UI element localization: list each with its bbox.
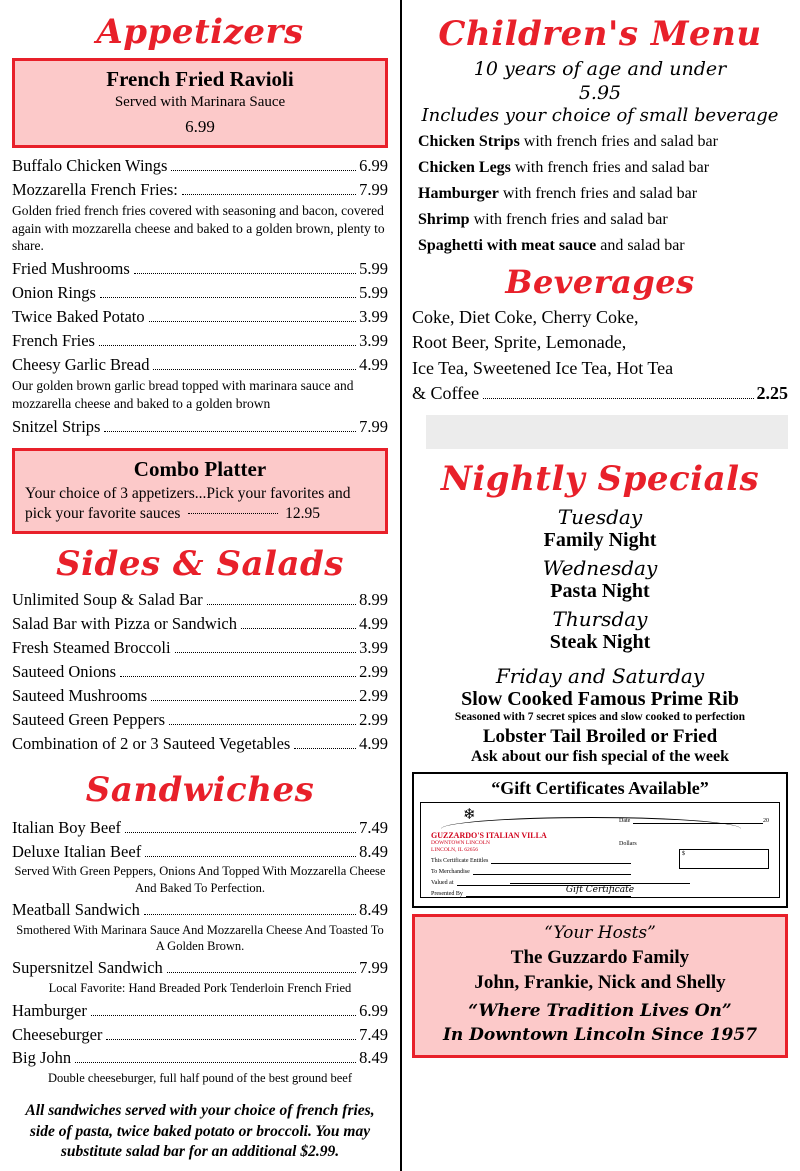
item-name: Spaghetti with meat sauce — [418, 236, 597, 254]
item-price: 7.99 — [359, 416, 388, 436]
childrens-age-note: 10 years of age and under — [473, 58, 727, 80]
menu-item — [12, 684, 388, 708]
item-price: 6.99 — [359, 156, 388, 175]
item-price: 2.99 — [359, 661, 388, 681]
weekend-item-description: Seasoned with 7 secret spices and slow cooked to perfection — [454, 710, 746, 723]
hosts-since-line: In Downtown Lincoln Since 1957 — [442, 1025, 758, 1046]
leader-dots — [99, 345, 356, 346]
leader-dots — [294, 748, 356, 749]
weekend-item-prime-rib: Slow Cooked Famous Prime Rib — [461, 687, 739, 710]
special-day: Wednesday — [542, 555, 658, 580]
blank-line — [473, 868, 631, 875]
appetizers-heading: Appetizers — [96, 12, 304, 52]
special-name: Steak Night — [549, 630, 651, 653]
certificate-date-label: Date — [619, 817, 631, 824]
combo-platter-title: Combo Platter — [133, 457, 267, 482]
weekend-specials — [412, 664, 788, 766]
leader-dots — [175, 652, 357, 653]
item-name: French Fries — [12, 331, 95, 351]
leader-dots — [134, 273, 356, 274]
item-description: Local Favorite: Hand Breaded Pork Tenderloin French Fried — [48, 981, 352, 996]
leader-dots — [207, 604, 356, 605]
menu-item — [12, 257, 388, 281]
item-name: Meatball Sandwich — [12, 899, 140, 919]
sandwiches-heading: Sandwiches — [85, 769, 315, 810]
certificate-valued-label: Valued at — [431, 879, 454, 886]
item-name: Chicken Legs — [418, 158, 511, 176]
item-name: Sauteed Green Peppers — [12, 709, 166, 729]
item-description: Smothered With Marinara Sauce And Mozzarella Cheese And Toasted To A Golden Brown. — [16, 922, 384, 954]
menu-item — [12, 956, 388, 980]
item-name: Shrimp — [418, 210, 470, 228]
weekend-fish-special-note: Ask about our fish special of the week — [471, 747, 729, 765]
certificate-brand-city: DOWNTOWN LINCOLN — [431, 839, 491, 846]
leader-dots — [100, 297, 356, 298]
menu-item — [12, 281, 388, 305]
menu-item — [12, 636, 388, 660]
item-price: 5.99 — [359, 259, 388, 279]
featured-appetizer-box — [12, 58, 388, 148]
menu-item — [12, 154, 388, 178]
item-description: Double cheeseburger, full half pound of the best ground beef — [47, 1071, 353, 1086]
leader-dots — [169, 724, 356, 725]
leader-dots — [145, 856, 356, 857]
combo-platter-box — [12, 448, 388, 534]
featured-appetizer-title: French Fried Ravioli — [106, 67, 294, 91]
item-price: 7.99 — [359, 958, 388, 978]
item-name: Hamburger — [418, 184, 499, 202]
item-description: Served With Green Peppers, Onions And Topped With Mozzarella Cheese And Baked To Perfection. — [14, 864, 386, 895]
item-description: Our golden brown garlic bread topped with marinara sauce and mozzarella cheese and baked to a golden brown — [12, 377, 354, 411]
childrens-items-list — [412, 133, 788, 255]
item-price: 3.99 — [359, 307, 388, 327]
item-name: Hamburger — [12, 1000, 87, 1020]
leader-dots — [171, 170, 356, 171]
gift-certificate-title: “Gift Certificates Available” — [491, 777, 709, 798]
leader-dots — [153, 369, 356, 370]
leader-dots — [91, 1015, 356, 1016]
sides-list — [12, 588, 388, 755]
certificate-date-line — [619, 817, 769, 824]
item-name: Snitzel Strips — [12, 416, 101, 436]
item-price: 4.99 — [359, 354, 388, 374]
item-price: 3.99 — [359, 638, 388, 658]
item-name: Sauteed Onions — [12, 661, 117, 681]
right-column — [400, 0, 800, 1171]
item-name: Fresh Steamed Broccoli — [12, 638, 171, 658]
childrens-price: 5.95 — [578, 81, 622, 104]
item-price: 8.49 — [359, 899, 388, 919]
featured-appetizer-subtitle: Served with Marinara Sauce — [114, 94, 286, 110]
item-price: 8.49 — [359, 1048, 388, 1068]
item-price: 7.49 — [359, 1024, 388, 1044]
special-name: Family Night — [543, 528, 657, 551]
item-detail: and salad bar — [596, 236, 685, 254]
combo-platter-price: 12.95 — [285, 504, 320, 522]
leader-dots — [483, 398, 753, 399]
menu-item — [12, 612, 388, 636]
blank-line — [633, 817, 763, 824]
item-detail: with french fries and salad bar — [510, 158, 710, 176]
certificate-brand-name: GUZZARDO'S ITALIAN VILLA — [431, 830, 547, 840]
certificate-signature-line: Gift Certificate — [510, 883, 690, 895]
blank-line — [491, 857, 631, 864]
weekend-item-lobster: Lobster Tail Broiled or Fried — [482, 725, 718, 747]
nightly-specials-heading: Nightly Specials — [440, 458, 760, 499]
leader-dots — [125, 832, 356, 833]
item-detail: with french fries and salad bar — [469, 210, 668, 228]
list-item — [418, 185, 788, 203]
item-name: Cheeseburger — [12, 1024, 103, 1044]
nightly-specials-list — [412, 505, 788, 654]
beverages-list — [412, 305, 788, 407]
menu-item — [12, 999, 388, 1023]
menu-item — [12, 840, 388, 864]
certificate-merchandise-label: To Merchandise — [431, 868, 470, 875]
menu-item — [12, 1046, 388, 1070]
weekend-day: Friday and Saturday — [495, 663, 705, 688]
certificate-field — [431, 868, 631, 875]
menu-item — [12, 353, 388, 377]
leader-dots — [151, 700, 356, 701]
hosts-quote: “Your Hosts” — [544, 922, 656, 943]
item-name: Buffalo Chicken Wings — [12, 156, 168, 175]
certificate-presented-label: Presented By — [431, 890, 463, 897]
special-day: Thursday — [552, 606, 648, 631]
special-name: Pasta Night — [550, 579, 650, 602]
hosts-family-name: The Guzzardo Family — [510, 946, 690, 968]
leader-dots — [75, 1062, 356, 1063]
menu-item — [12, 732, 388, 756]
menu-item — [12, 1023, 388, 1047]
beverage-line: & Coffee — [412, 383, 480, 404]
item-name: Twice Baked Potato — [12, 307, 145, 327]
item-name: Big John — [12, 1048, 72, 1068]
beverage-line: Ice Tea, Sweetened Ice Tea, Hot Tea — [412, 357, 674, 378]
gift-certificate-box — [412, 772, 788, 908]
certificate-year-label: 20 — [763, 817, 769, 824]
menu-item — [12, 816, 388, 840]
beverage-line: Coke, Diet Coke, Cherry Coke, — [412, 306, 639, 327]
appetizers-list — [12, 154, 388, 438]
item-price: 7.99 — [359, 179, 388, 199]
decorative-strip — [426, 415, 788, 449]
leader-dots — [188, 513, 278, 514]
menu-item — [12, 708, 388, 732]
combo-platter-description — [25, 484, 375, 523]
item-price: 3.99 — [359, 331, 388, 351]
childrens-menu-heading: Children's Menu — [438, 14, 762, 54]
item-name: Salad Bar with Pizza or Sandwich — [12, 614, 237, 634]
leader-dots — [241, 628, 356, 629]
menu-item — [12, 305, 388, 329]
featured-appetizer-price: 6.99 — [185, 117, 215, 136]
gift-certificate-graphic — [420, 802, 780, 898]
certificate-dollars-label: Dollars — [619, 840, 637, 847]
item-price: 4.99 — [359, 733, 388, 753]
certificate-date-area — [619, 817, 769, 830]
menu-item — [12, 178, 388, 202]
hosts-member-names: John, Frankie, Nick and Shelly — [474, 971, 726, 993]
beverage-line: Root Beer, Sprite, Lemonade, — [412, 332, 627, 353]
menu-item — [12, 588, 388, 612]
item-price: 7.49 — [359, 817, 388, 837]
beverages-heading: Beverages — [505, 262, 695, 301]
leader-dots — [120, 676, 356, 677]
item-name: Unlimited Soup & Salad Bar — [12, 590, 203, 610]
item-description: Golden fried french fries covered with seasoning and bacon, covered again with mozzarella cheese and baked to a golden brown, plenty to share. — [12, 202, 385, 254]
leader-dots — [106, 1039, 356, 1040]
menu-item — [12, 660, 388, 684]
certificate-field — [431, 857, 631, 864]
item-name: Chicken Strips — [418, 132, 520, 150]
item-name: Cheesy Garlic Bread — [12, 354, 150, 374]
dollar-sign: $ — [682, 850, 685, 857]
item-name: Fried Mushrooms — [12, 259, 130, 279]
item-name: Onion Rings — [12, 283, 96, 303]
item-name: Combination of 2 or 3 Sauteed Vegetables — [12, 733, 291, 753]
combo-platter-text: Your choice of 3 appetizers...Pick your favorites and pick your favorite sauces — [25, 485, 351, 522]
beverage-price: 2.25 — [756, 383, 788, 404]
sandwiches-list — [12, 816, 388, 1087]
item-price: 5.99 — [359, 283, 388, 303]
certificate-brand-state: LINCOLN, IL 62656 — [431, 846, 478, 853]
menu-item — [12, 415, 388, 439]
item-price: 2.99 — [359, 709, 388, 729]
list-item — [418, 237, 788, 255]
list-item — [418, 133, 788, 151]
item-detail: with french fries and salad bar — [498, 184, 698, 202]
leader-dots — [149, 321, 356, 322]
item-name: Sauteed Mushrooms — [12, 685, 148, 705]
sandwich-footer-note: All sandwiches served with your choice of french fries, side of pasta, twice baked potato or broccoli. You may substitute salad bar for an additional $2.99. — [25, 1101, 375, 1161]
certificate-amount-box — [679, 849, 769, 869]
menu-item — [12, 898, 388, 922]
leader-dots — [144, 914, 356, 915]
sides-salads-heading: Sides & Salads — [56, 544, 344, 585]
special-day: Tuesday — [557, 504, 643, 529]
item-price: 2.99 — [359, 685, 388, 705]
childrens-includes-note: Includes your choice of small beverage — [421, 104, 779, 126]
certificate-dollars-label-wrap — [619, 841, 679, 847]
menu-item — [12, 329, 388, 353]
list-item — [418, 159, 788, 177]
hosts-box — [412, 914, 788, 1058]
leader-dots — [182, 194, 356, 195]
item-price: 6.99 — [359, 1000, 388, 1020]
list-item — [418, 211, 788, 229]
certificate-entitles-label: This Certificate Entitles — [431, 857, 489, 864]
item-name: Italian Boy Beef — [12, 817, 122, 837]
beverage-price-row — [412, 381, 788, 407]
item-price: 8.99 — [359, 590, 388, 610]
leader-dots — [104, 431, 356, 432]
bow-icon: ❄ — [463, 806, 476, 823]
item-price: 4.99 — [359, 614, 388, 634]
item-name: Mozzarella French Fries: — [12, 179, 178, 199]
item-detail: with french fries and salad bar — [519, 132, 718, 150]
hosts-tagline: “Where Tradition Lives On” — [468, 1001, 732, 1022]
item-name: Supersnitzel Sandwich — [12, 958, 163, 978]
item-name: Deluxe Italian Beef — [12, 841, 142, 861]
certificate-branding — [431, 815, 581, 854]
leader-dots — [167, 972, 356, 973]
item-price: 8.49 — [359, 841, 388, 861]
